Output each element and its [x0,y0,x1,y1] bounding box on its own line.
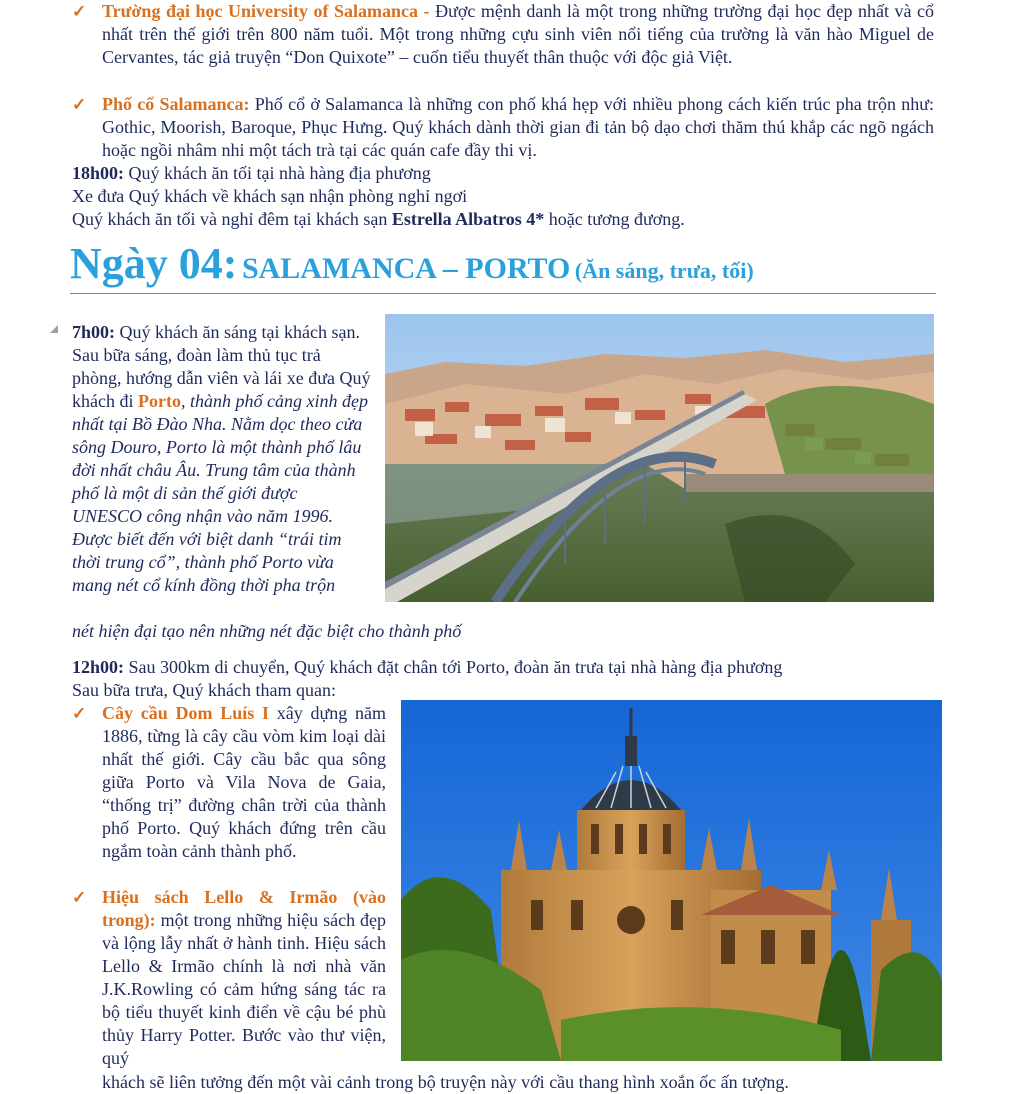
checkmark-icon: ✓ [72,2,87,21]
bookstore-text: một trong những hiệu sách đẹp và lộng lẫy nhất ở hành tinh. Hiệu sách Lello & Irmão chính là nơi nhà văn J.K.Rowling có cảm hứng sáng tác ra bộ tiểu thuyết kinh điển về cậu bé phù thủy Harry Potter. Bước vào thư viện, quý [102,910,386,1068]
university-title: Trường đại học University of Salamanca - [102,1,430,21]
day-route: SALAMANCA – PORTO [241,252,571,285]
bookstore-title: Hiệu sách Lello & Irmão (vào trong): [102,887,386,930]
list-item-lello-bookstore [102,886,386,1070]
after-lunch-line: Sau bữa trưa, Quý khách tham quan: [72,680,336,700]
day-heading [70,237,936,298]
evening-time: 18h00: [72,163,125,183]
list-item-university [102,0,934,69]
checkmark-icon: ✓ [72,95,87,114]
checkmark-icon: ✓ [72,888,87,907]
morning-paragraph [72,321,372,597]
anchor-marker-icon [50,325,58,333]
bridge-text: xây dựng năm 1886, từng là cây cầu vòm kim loại dài nhất thế giới. Cây cầu bắc qua sông giữa Porto và Vila Nova de Gaia, “thống trị” đường chân trời của thành phố Porto. Quý khách đứng trên cầu ngắm toàn cảnh thành phố. [102,703,386,861]
evening-line-2: Xe đưa Quý khách về khách sạn nhận phòng nghỉ ngơi [72,186,468,206]
list-item-dom-luis-bridge [102,702,386,863]
porto-bridge-photo [385,314,934,602]
old-town-text: Phố cổ ở Salamanca là những con phố khá hẹp với nhiều phong cách kiến trúc pha trộn như: Gothic, Moorish, Baroque, Phục Hưng. Quý khách dành thời gian đi tản bộ dạo chơi thăm thú khắp các ngõ ngách hoặc ngồi nhâm nhi một tách trà tại các quán cafe đầy thi vị. [102,94,934,160]
evening-line-1 [72,162,932,185]
day-number: Ngày 04: [70,239,238,288]
university-text: Được mệnh danh là một trong những trường đại học đẹp nhất và cổ nhất trên thế giới trên 800 năm tuổi. Một trong những cựu sinh viên nổi tiếng của trường là văn hào Miguel de Cervantes, tác giả truyện “Don Quixote” – cuốn tiểu thuyết thân thuộc với độc giả Việt. [102,1,934,67]
hotel-line-post: hoặc tương đương. [544,209,685,229]
cathedral-photo [401,700,942,1061]
noon-time: 12h00: [72,657,125,677]
morning-text: Quý khách ăn sáng tại khách sạn. Sau bữa sáng, đoàn làm thủ tục trả phòng, hướng dẫn viên và lái xe đưa Quý khách đi [72,322,371,411]
morning-paragraph-last-line: nét hiện đại tạo nên những nét đặc biệt cho thành phố [72,621,462,641]
evening-text: Quý khách ăn tối tại nhà hàng địa phương [124,163,431,183]
noon-text: Sau 300km di chuyển, Quý khách đặt chân tới Porto, đoàn ăn trưa tại nhà hàng địa phương [124,657,783,677]
hotel-name: Estrella Albatros 4* [391,209,545,229]
morning-time: 7h00: [72,322,116,342]
checkmark-icon: ✓ [72,704,87,723]
evening-line-3 [72,208,932,231]
porto-link-text: Porto [137,391,181,411]
noon-line [72,656,972,679]
old-town-title: Phố cổ Salamanca: [102,94,250,114]
bridge-title: Cây cầu Dom Luís I [102,703,270,723]
heading-divider [70,293,936,294]
day-meals: (Ăn sáng, trưa, tối) [574,258,754,283]
hotel-line-pre: Quý khách ăn tối và nghỉ đêm tại khách sạn [72,209,392,229]
bookstore-text-last-line: khách sẽ liên tưởng đến một vài cảnh trong bộ truyện này với cầu thang hình xoắn ốc ấn tượng. [102,1072,789,1092]
list-item-old-town [102,93,934,162]
porto-description: , thành phố cảng xinh đẹp nhất tại Bồ Đào Nha. Nằm dọc theo cửa sông Douro, Porto là một thành phố lâu đời nhất châu Âu. Trung tâm của thành phố là một di sản thế giới được UNESCO công nhận vào năm 1996. Được biết đến với biệt danh “trái tim thời trung cổ”, thành phố Porto vừa mang nét cổ kính đồng thời pha trộn [72,391,368,595]
